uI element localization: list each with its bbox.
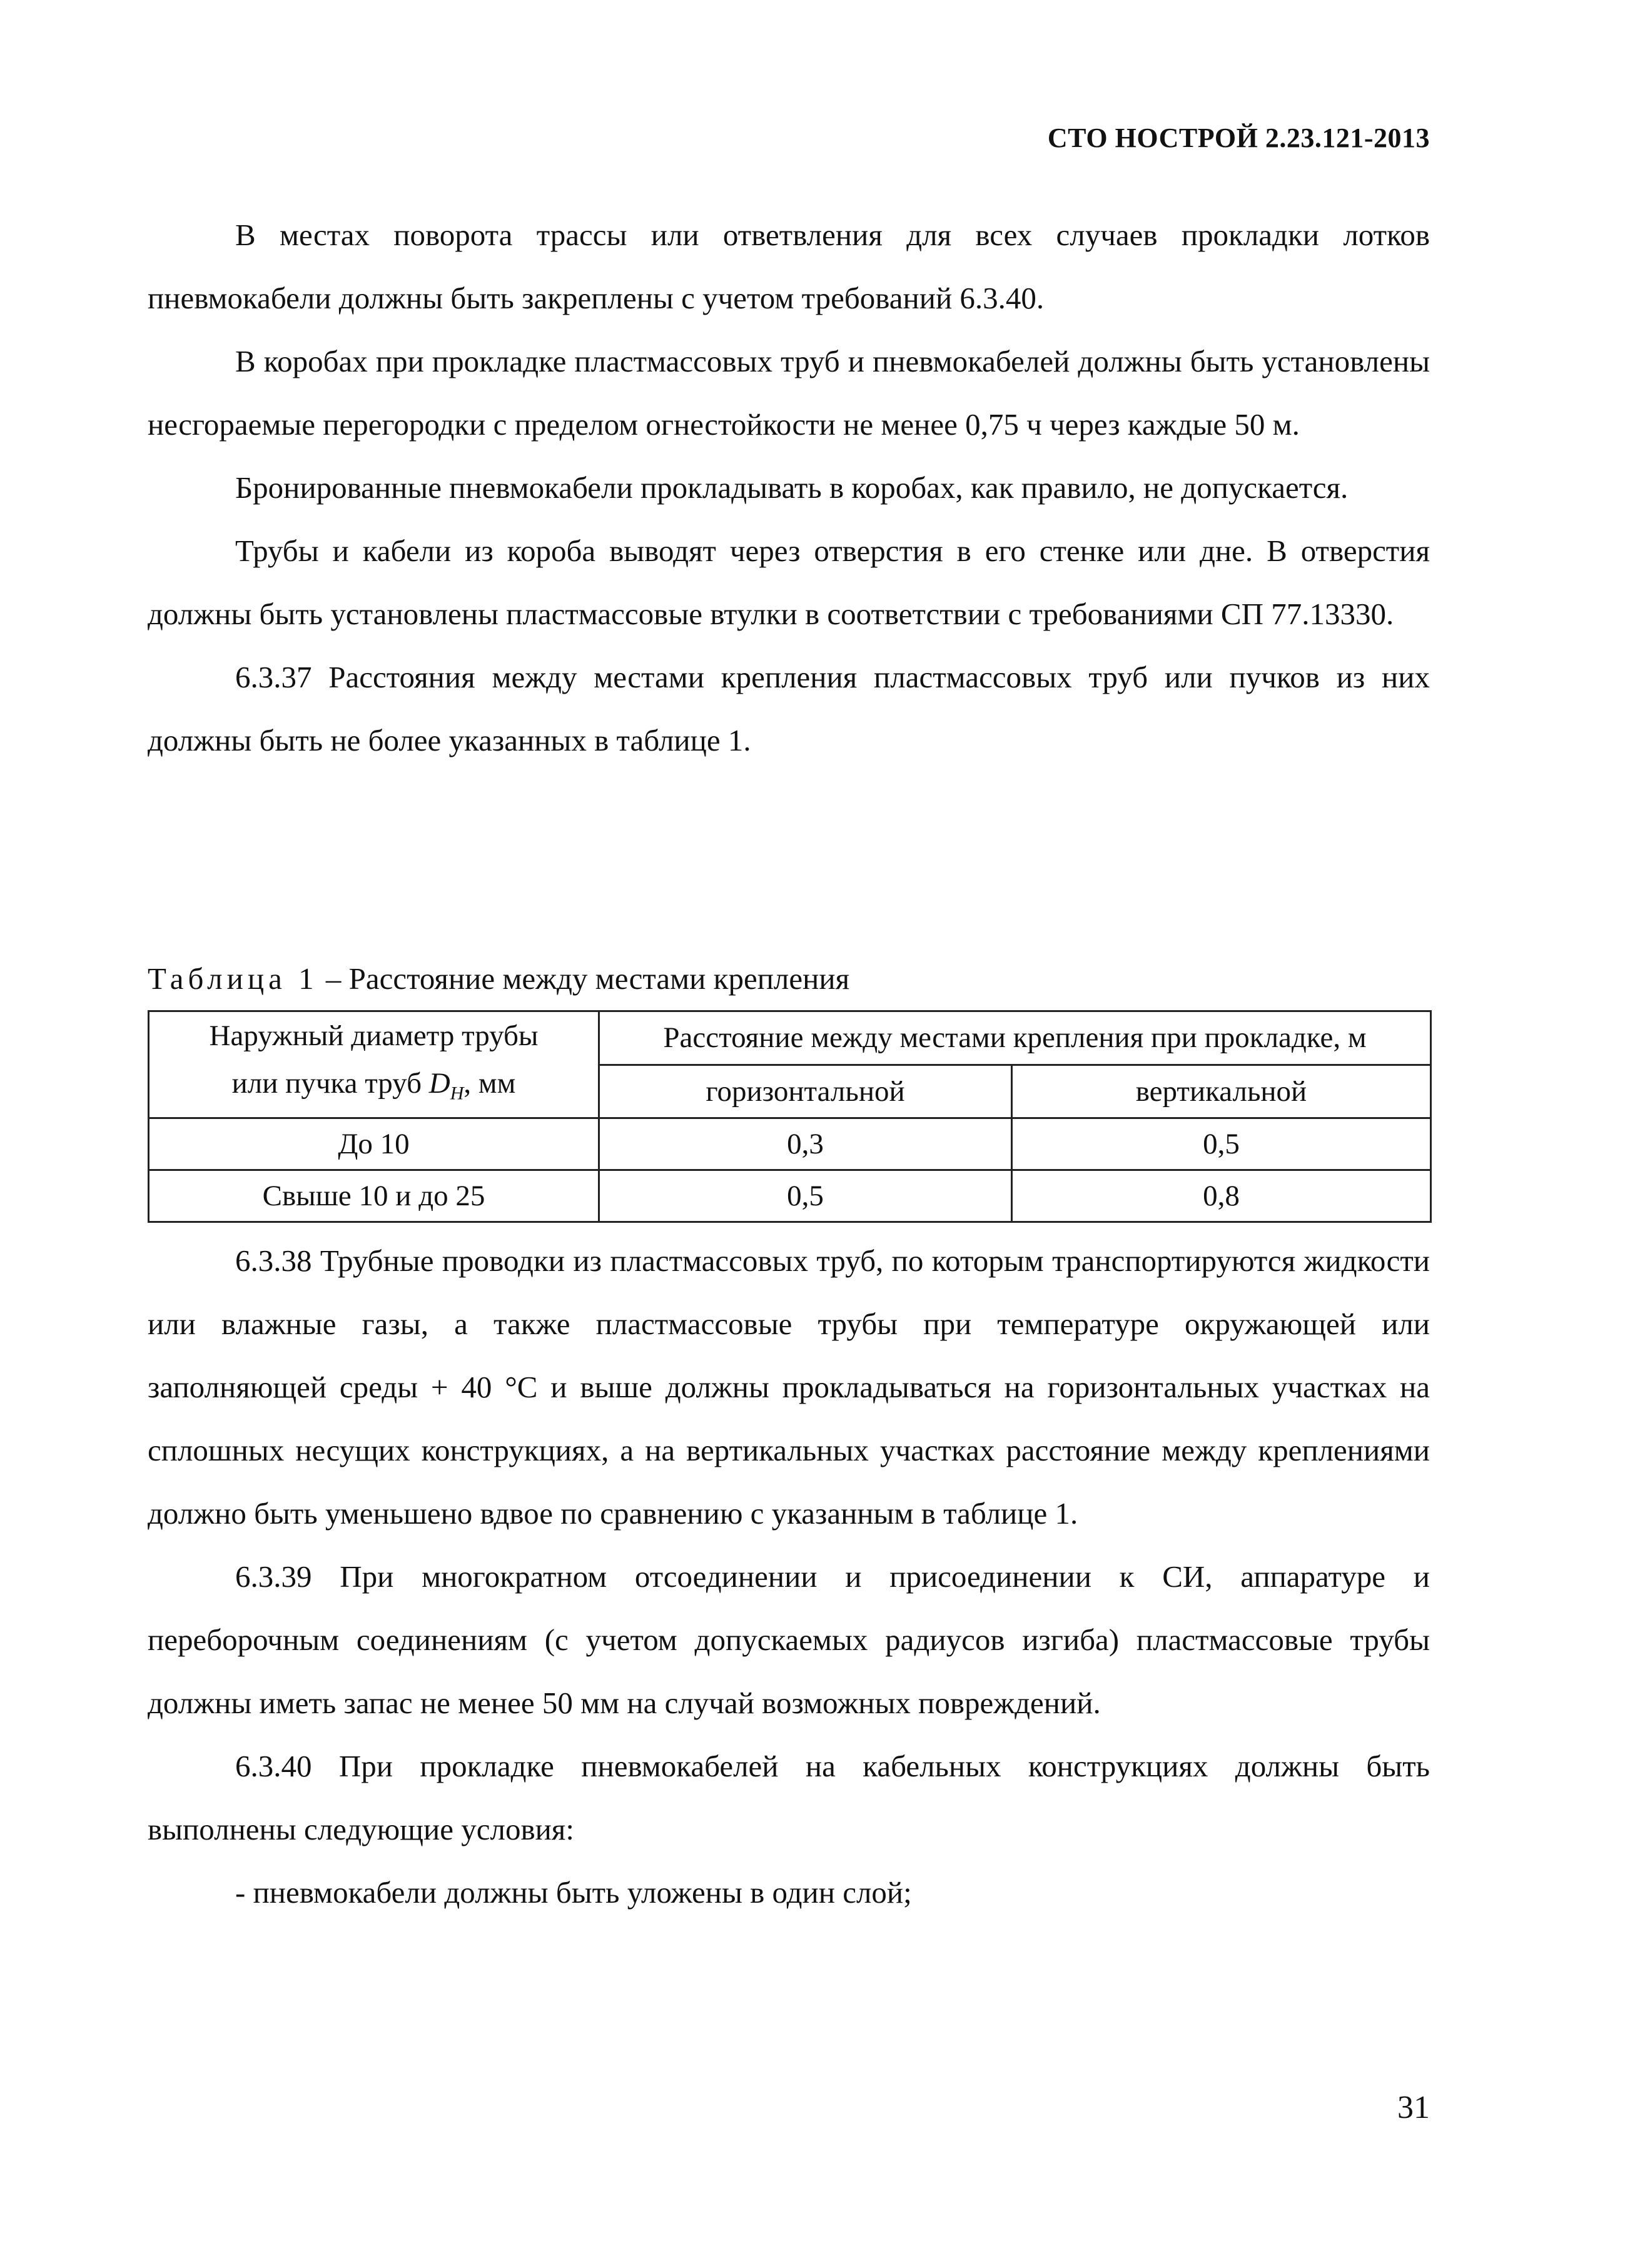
cell-vertical: 0,8: [1012, 1170, 1431, 1222]
table-row: [149, 1170, 1431, 1222]
table-row: [149, 1118, 1431, 1170]
cell-vertical: 0,5: [1012, 1118, 1431, 1170]
paragraph: Трубы и кабели из короба выводят через отверстия в его стенке или дне. В отверстия должны быть установлены пластмассовые втулки в соответствии с требованиями СП 77.13330.: [148, 534, 1430, 631]
paragraph: В коробах при прокладке пластмассовых труб и пневмокабелей должны быть установлены несгораемые перегородки с пределом огнестойкости не менее 0,75 ч через каждые 50 м.: [148, 344, 1430, 442]
header-diameter-line1: Наружный диаметр трубы: [209, 1020, 539, 1052]
header-diameter: [149, 1011, 599, 1118]
fastening-distance-table: [148, 1010, 1432, 1223]
diameter-symbol: $D_Н$: [428, 1067, 464, 1104]
paragraph: Бронированные пневмокабели прокладывать в коробах, как правило, не допускается.: [235, 470, 1349, 505]
paragraph: В местах поворота трассы или ответвления для всех случаев прокладки лотков пневмокабели должны быть закреплены с учетом требований 6.3.40.: [148, 218, 1430, 315]
body-text-top: [148, 203, 1430, 772]
paragraph: - пневмокабели должны быть уложены в один слой;: [235, 1875, 912, 1910]
paragraph: 6.3.37 Расстояния между местами крепления пластмассовых труб или пучков из них должны быть не более указанных в таблице 1.: [148, 660, 1430, 757]
header-diameter-suffix: , мм: [463, 1067, 516, 1100]
header-vertical: вертикальной: [1012, 1065, 1431, 1118]
document-code-header: СТО НОСТРОЙ 2.23.121-2013: [1047, 123, 1430, 153]
table-caption: [148, 954, 849, 1004]
body-text-bottom: [148, 1229, 1430, 1924]
header-distance-group: Расстояние между местами крепления при прокладке, м: [599, 1011, 1431, 1065]
paragraph: 6.3.38 Трубные проводки из пластмассовых труб, по которым транспортируются жидкости или влажные газы, а также пластмассовые трубы при температуре окружающей или заполняющей среды + 40 °С и выше должны прокладываться на горизонтальных участках на сплошных несущих конструкциях, а на вертикальных участках расстояние между креплениями должно быть уменьшено вдвое по сравнению с указанным в таблице 1.: [148, 1243, 1430, 1531]
cell-horizontal: 0,5: [599, 1170, 1012, 1222]
page-number: 31: [1397, 2090, 1430, 2125]
cell-diameter: До 10: [149, 1118, 599, 1170]
table-caption-text: – Расстояние между местами крепления: [318, 961, 850, 996]
cell-diameter: Свыше 10 и до 25: [149, 1170, 599, 1222]
table-caption-label: Таблица 1: [148, 961, 318, 996]
paragraph: 6.3.39 При многократном отсоединении и присоединении к СИ, аппаратуре и переборочным соединениям (с учетом допускаемых радиусов изгиба) пластмассовые трубы должны иметь запас не менее 50 мм на случай возможных повреждений.: [148, 1559, 1430, 1720]
cell-horizontal: 0,3: [599, 1118, 1012, 1170]
paragraph: 6.3.40 При прокладке пневмокабелей на кабельных конструкциях должны быть выполнены следующие условия:: [148, 1749, 1430, 1846]
header-horizontal: горизонтальной: [599, 1065, 1012, 1118]
header-diameter-prefix: или пучка труб: [231, 1067, 429, 1100]
